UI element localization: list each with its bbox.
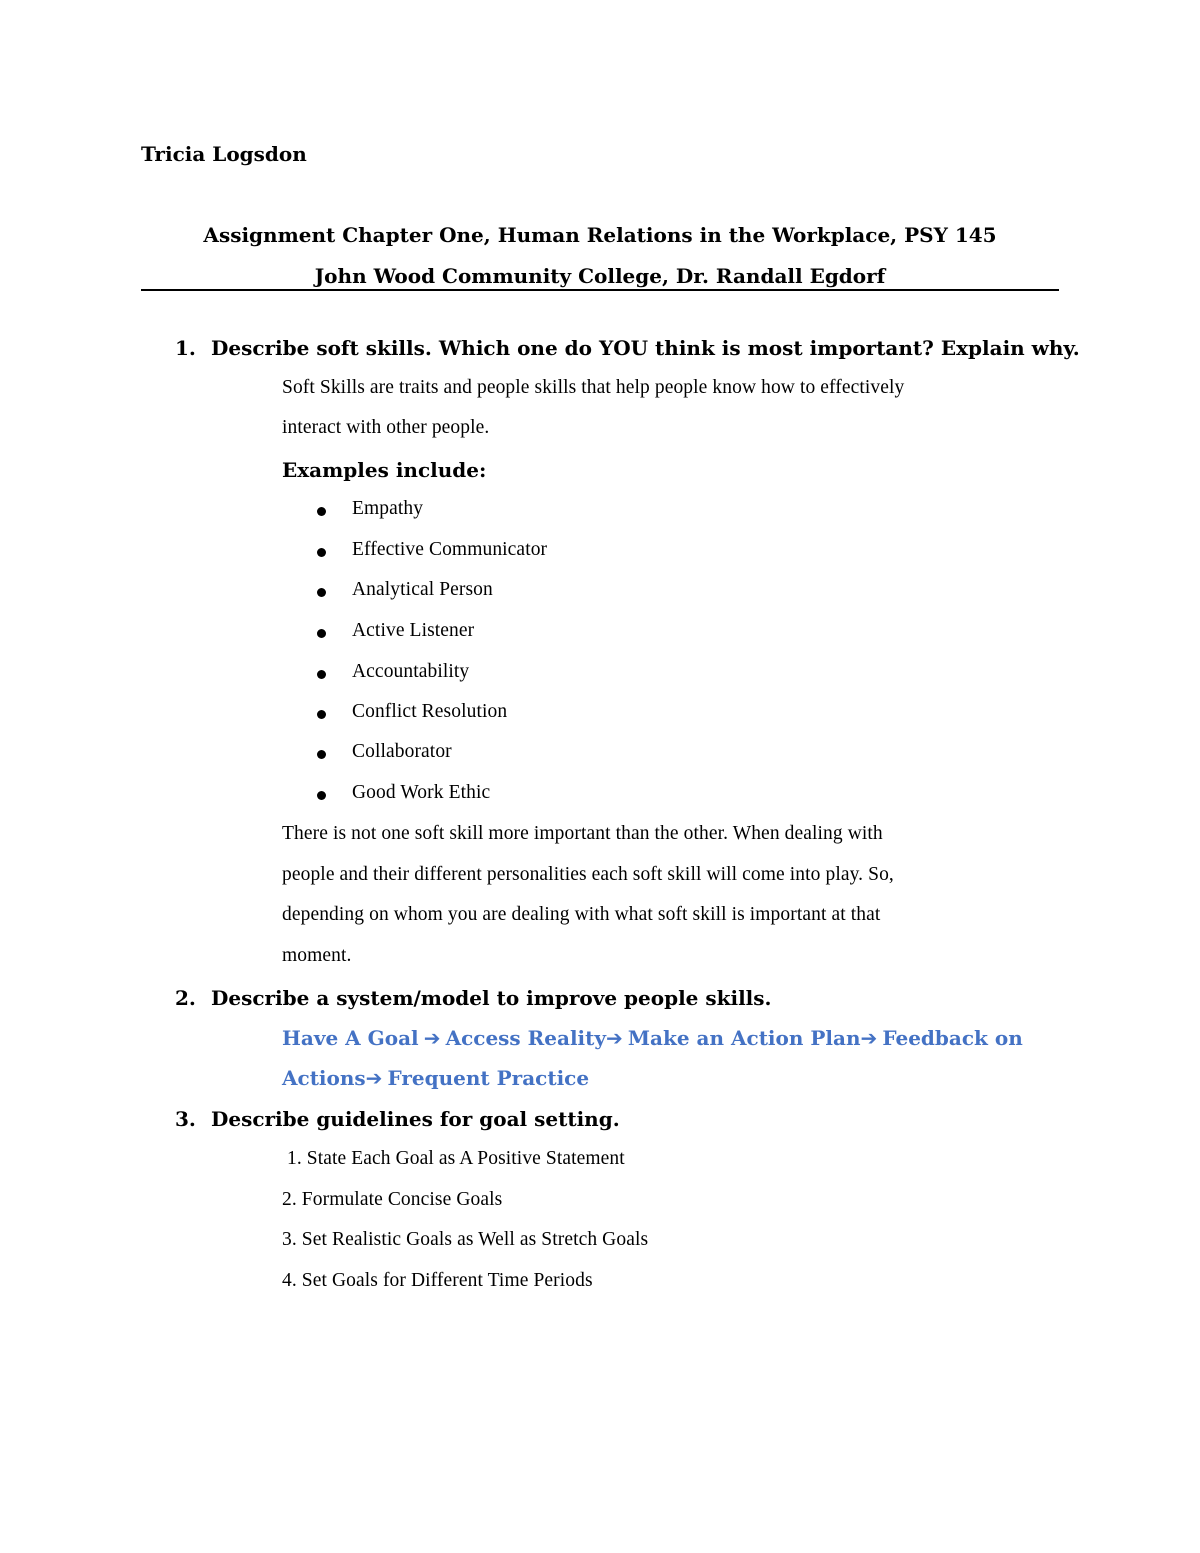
list-item-label: Empathy: [352, 498, 424, 519]
model-steps-line-2: [282, 1066, 589, 1090]
model-step: Have A Goal: [282, 1026, 419, 1050]
answer-1-outro-line-3: depending on whom you are dealing with what soft skill is important at that: [282, 904, 881, 925]
question-2-number: 2.: [175, 986, 196, 1010]
list-item-label: Analytical Person: [352, 579, 493, 600]
examples-heading: Examples include:: [282, 458, 487, 482]
bullet-icon: [317, 710, 326, 719]
model-step: Feedback on: [882, 1026, 1023, 1050]
assignment-title: Assignment Chapter One, Human Relations in the Workplace, PSY 145: [203, 223, 997, 247]
list-item-label: Collaborator: [352, 741, 452, 762]
bullet-icon: [317, 629, 326, 638]
answer-1-intro-line-2: interact with other people.: [282, 417, 490, 438]
answer-1-intro-line-1: Soft Skills are traits and people skills that help people know how to effectively: [282, 377, 905, 398]
arrow-right-icon: ➔: [365, 1066, 383, 1090]
title-divider: [141, 289, 1059, 291]
list-item-label: Accountability: [352, 661, 470, 682]
model-step: Make an Action Plan: [627, 1026, 861, 1050]
question-3-text: Describe guidelines for goal setting.: [211, 1107, 620, 1131]
answer-1-outro-line-2: people and their different personalities each soft skill will come into play. So,: [282, 864, 894, 885]
bullet-icon: [317, 588, 326, 597]
model-step: Frequent Practice: [387, 1066, 590, 1090]
course-subtitle: John Wood Community College, Dr. Randall Egdorf: [314, 264, 886, 288]
guideline-item: 4. Set Goals for Different Time Periods: [282, 1270, 593, 1291]
bullet-icon: [317, 750, 326, 759]
bullet-icon: [317, 507, 326, 516]
guideline-item: 2. Formulate Concise Goals: [282, 1189, 503, 1210]
answer-1-outro-line-1: There is not one soft skill more important than the other. When dealing with: [282, 823, 883, 844]
question-1-text: Describe soft skills. Which one do YOU think is most important? Explain why.: [211, 336, 1080, 360]
author-name: Tricia Logsdon: [141, 142, 307, 166]
answer-1-outro-line-4: moment.: [282, 945, 352, 966]
bullet-icon: [317, 670, 326, 679]
arrow-right-icon: ➔: [606, 1026, 623, 1050]
list-item-label: Conflict Resolution: [352, 701, 508, 722]
arrow-right-icon: ➔: [423, 1026, 441, 1050]
guideline-item: 3. Set Realistic Goals as Well as Stretch Goals: [282, 1229, 649, 1250]
bullet-icon: [317, 548, 326, 557]
model-step: Access Reality: [445, 1026, 607, 1050]
question-3-number: 3.: [175, 1107, 196, 1131]
list-item-label: Good Work Ethic: [352, 782, 491, 803]
model-step: Actions: [282, 1066, 366, 1090]
question-1-number: 1.: [175, 336, 196, 360]
bullet-icon: [317, 791, 326, 800]
guideline-item: 1. State Each Goal as A Positive Statement: [282, 1148, 625, 1169]
model-steps-line-1: [282, 1026, 1023, 1050]
arrow-right-icon: ➔: [860, 1026, 878, 1050]
question-2-text: Describe a system/model to improve people skills.: [211, 986, 772, 1010]
list-item-label: Effective Communicator: [352, 539, 548, 560]
list-item-label: Active Listener: [352, 620, 475, 641]
